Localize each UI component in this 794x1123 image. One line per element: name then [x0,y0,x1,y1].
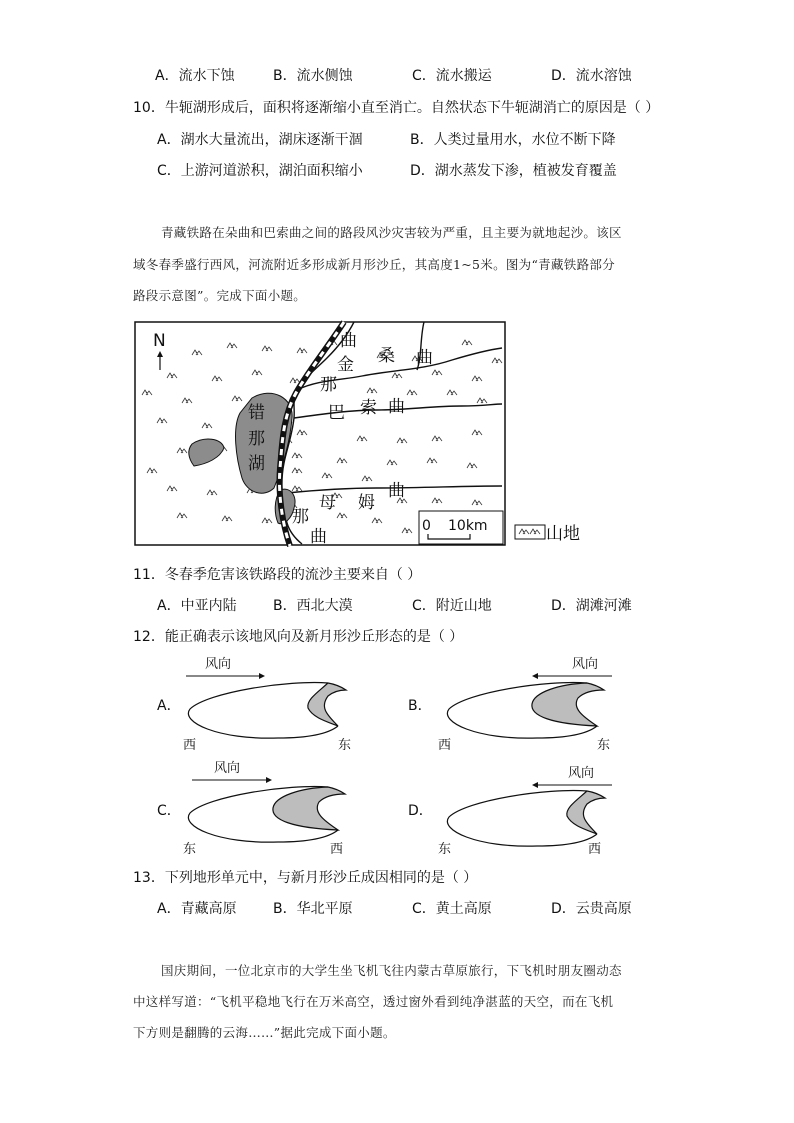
q13-option-a: A．青藏高原 [157,901,237,917]
q9-option-a: A．流水下蚀 [155,68,235,84]
map-label-qu-top: 曲 [340,331,357,351]
map-label-qu-right3: 曲 [388,481,405,501]
legend-label: 山地 [546,524,580,544]
direction-right: 西 [330,842,344,856]
map-label-lake-1: 错 [248,403,265,423]
q12-stem: 12．能正确表示该地风向及新月形沙丘形态的是（ ） [133,629,464,645]
scale-zero: 0 [422,518,431,534]
q12-diagram-d [432,756,622,856]
passage1-line-1: 青藏铁路在朵曲和巴索曲之间的路段风沙灾害较为严重，且主要为就地起沙。该区 [161,225,622,240]
q11-stem: 11．冬春季危害该铁路段的流沙主要来自（ ） [133,567,422,583]
direction-right: 东 [597,738,611,752]
q12-a-letter: A． [157,698,181,714]
direction-left: 东 [438,842,452,856]
wind-label: 风向 [205,657,232,672]
passage2-line-2: 中这样写道：“飞机平稳地飞行在万米高空，透过窗外看到纯净湛蓝的天空，而在飞机 [133,994,614,1009]
map-label-sang: 桑 [378,346,395,366]
passage1-line-3: 路段示意图”。完成下面小题。 [133,288,307,303]
direction-right: 东 [338,738,352,752]
q9-option-b: B．流水侧蚀 [273,68,353,84]
legend-mountain-icon [515,525,545,539]
q11-option-d: D．湖滩河滩 [551,598,632,614]
passage2-line-1: 国庆期间，一位北京市的大学生坐飞机飞往内蒙古草原旅行，下飞机时朋友圈动态 [161,963,622,978]
map-label-lake-2: 那 [248,429,265,449]
q12-c-letter: C． [157,803,181,819]
map-label-qu-bottom: 曲 [310,527,327,547]
wind-label: 风向 [572,657,599,672]
direction-left: 西 [438,738,452,752]
q11-option-c: C．附近山地 [412,598,492,614]
q13-option-d: D．云贵高原 [551,901,632,917]
map-label-lake-3: 湖 [248,454,265,474]
q11-option-b: B．西北大漠 [273,598,353,614]
scale-label: 10km [448,518,488,534]
map-label-qu-right2: 曲 [388,397,405,417]
q13-stem: 13．下列地形单元中，与新月形沙丘成因相同的是（ ） [133,870,478,886]
q13-option-c: C．黄土高原 [412,901,492,917]
q9-option-c: C．流水搬运 [412,68,492,84]
passage1-line-2: 域冬春季盛行西风，河流附近多形成新月形沙丘，其高度1~5米。图为“青藏铁路部分 [133,257,615,272]
direction-left: 西 [183,738,197,752]
map-label-na2: 那 [292,507,309,527]
q12-diagram-a [178,652,368,752]
q12-b-letter: B． [408,698,432,714]
map-label-qu-right1: 曲 [416,348,433,368]
q10-option-a: A．湖水大量流出，湖床逐渐干涸 [157,132,363,148]
q12-diagram-b [432,652,622,752]
q10-option-d: D．湖水蒸发下渗，植被发育覆盖 [410,163,617,179]
map-label-mu1: 母 [319,493,336,513]
q12-d-letter: D． [408,803,433,819]
q9-option-d: D．流水溶蚀 [551,68,632,84]
map-label-ba: 巴 [328,403,345,423]
direction-right: 西 [588,842,602,856]
railway-map [132,318,602,550]
north-label: N [153,331,166,351]
q12-diagram-c [178,756,368,856]
q10-option-c: C．上游河道淤积，湖泊面积缩小 [157,163,363,179]
q10-option-b: B．人类过量用水，水位不断下降 [410,132,616,148]
map-label-na: 那 [320,375,337,395]
wind-label: 风向 [214,761,241,776]
map-label-jin: 金 [337,355,354,375]
wind-label: 风向 [568,766,595,781]
q11-option-a: A．中亚内陆 [157,598,237,614]
passage2-line-3: 下方则是翻腾的云海……”据此完成下面小题。 [133,1025,396,1040]
map-label-suo: 索 [360,398,377,418]
map-label-mu2: 姆 [358,493,375,513]
q13-option-b: B．华北平原 [273,901,353,917]
direction-left: 东 [183,842,197,856]
q10-stem: 10．牛轭湖形成后，面积将逐渐缩小直至消亡。自然状态下牛轭湖消亡的原因是（ ） [133,100,660,116]
